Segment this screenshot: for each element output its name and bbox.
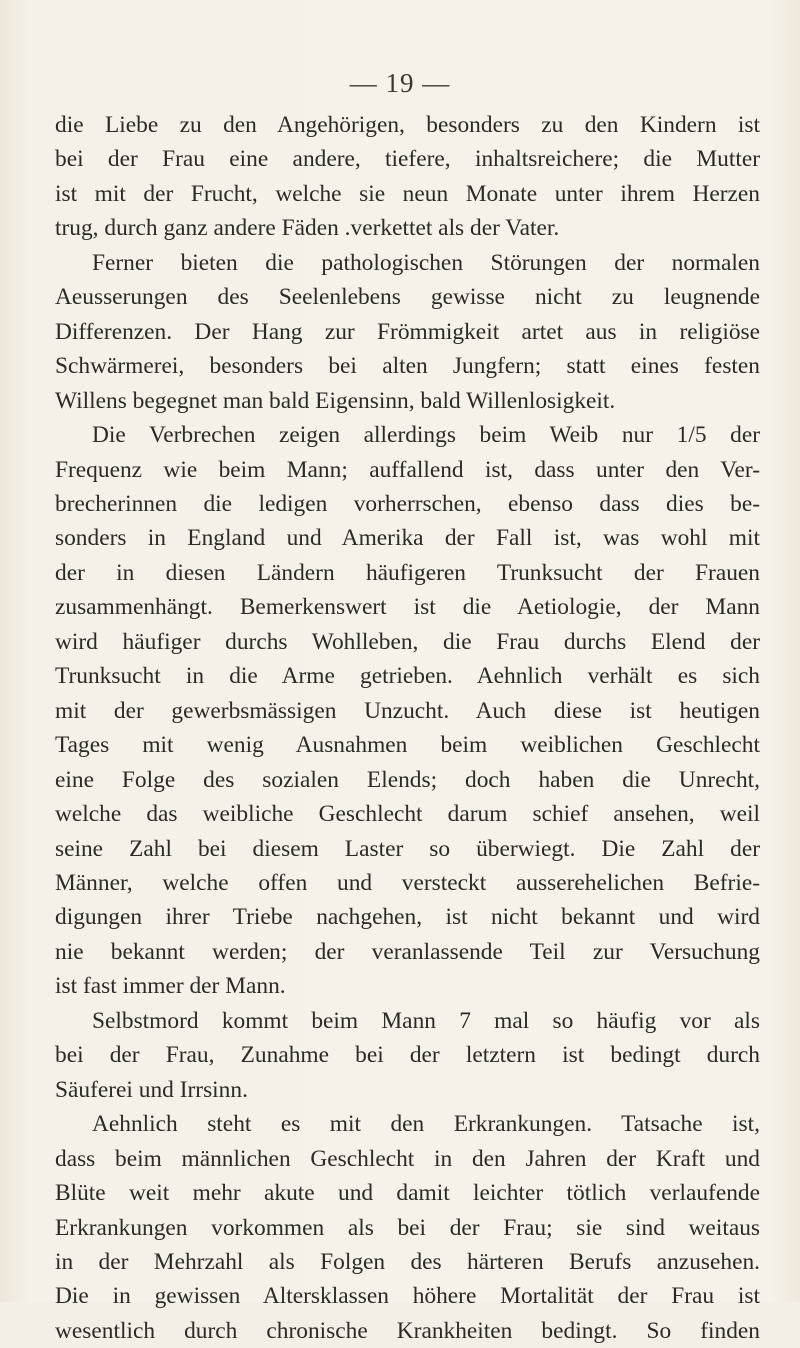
text-line: Differenzen. Der Hang zur Frömmigkeit artet aus in religiöse xyxy=(55,318,760,345)
text-line: bei der Frau, Zunahme bei der letztern ist bedingt durch xyxy=(55,1042,760,1069)
text-line: bei der Frau eine andere, tiefere, inhaltsreichere; die Mutter xyxy=(55,146,760,173)
text-line: der in diesen Ländern häufigeren Trunksucht der Frauen xyxy=(55,559,760,586)
text-line: trug, durch ganz andere Fäden .verkettet als der Vater. xyxy=(55,215,560,242)
text-line: brecherinnen die ledigen vorherrschen, ebenso dass dies be- xyxy=(55,490,760,517)
text-line: Die in gewissen Altersklassen höhere Mortalität der Frau ist xyxy=(55,1283,760,1310)
paragraph xyxy=(55,418,760,1004)
text-line: in der Mehrzahl als Folgen des härteren Berufs anzusehen. xyxy=(55,1248,760,1275)
text-line: Selbstmord kommt beim Mann 7 mal so häufig vor als xyxy=(92,1007,760,1034)
text-line: ist mit der Frucht, welche sie neun Monate unter ihrem Herzen xyxy=(55,180,760,207)
paragraph xyxy=(55,108,760,246)
text-line: zusammenhängt. Bemerkenswert ist die Aetiologie, der Mann xyxy=(55,594,760,621)
text-line: die Liebe zu den Angehörigen, besonders zu den Kindern ist xyxy=(55,112,760,138)
text-line: mit der gewerbsmässigen Unzucht. Auch diese ist heutigen xyxy=(55,697,760,724)
text-line: Die Verbrechen zeigen allerdings beim Weib nur 1/5 der xyxy=(92,422,760,449)
text-line: dass beim männlichen Geschlecht in den Jahren der Kraft und xyxy=(55,1145,760,1172)
text-line: Erkrankungen vorkommen als bei der Frau; sie sind weitaus xyxy=(55,1214,760,1241)
text-line: Frequenz wie beim Mann; auffallend ist, dass unter den Ver- xyxy=(55,456,760,483)
page-number: — 19 — xyxy=(349,68,451,98)
text-line: Aeusserungen des Seelenlebens gewisse nicht zu leugnende xyxy=(55,284,760,311)
paragraph xyxy=(55,1004,760,1107)
paragraph xyxy=(55,1107,760,1348)
text-line: seine Zahl bei diesem Laster so überwiegt. Die Zahl der xyxy=(55,835,760,862)
text-line: digungen ihrer Triebe nachgehen, ist nicht bekannt und wird xyxy=(55,904,760,931)
text-line: welche das weibliche Geschlecht darum schief ansehen, weil xyxy=(55,801,760,828)
paragraph xyxy=(55,246,760,418)
text-line: wesentlich durch chronische Krankheiten bedingt. So finden xyxy=(55,1317,760,1344)
text-line: Männer, welche offen und versteckt ausserehelichen Befrie- xyxy=(55,869,760,896)
text-line: Blüte weit mehr akute und damit leichter tötlich verlaufende xyxy=(55,1180,760,1207)
text-line: wird häufiger durchs Wohlleben, die Frau durchs Elend der xyxy=(55,628,760,655)
text-line: Aehnlich steht es mit den Erkrankungen. Tatsache ist, xyxy=(92,1111,760,1138)
text-line: ist fast immer der Mann. xyxy=(55,973,286,1000)
text-line: Trunksucht in die Arme getrieben. Aehnlich verhält es sich xyxy=(55,663,760,690)
text-line: Willens begegnet man bald Eigensinn, bald Willenlosigkeit. xyxy=(55,387,616,414)
text-line: Tages mit wenig Ausnahmen beim weiblichen Geschlecht xyxy=(55,732,760,759)
text-line: Säuferei und Irrsinn. xyxy=(55,1076,248,1103)
text-line: Schwärmerei, besonders bei alten Jungfern; statt eines festen xyxy=(55,353,760,380)
body-text xyxy=(55,108,760,1348)
text-line: Ferner bieten die pathologischen Störungen der normalen xyxy=(92,249,760,276)
text-line: sonders in England und Amerika der Fall ist, was wohl mit xyxy=(55,525,760,552)
text-line: nie bekannt werden; der veranlassende Teil zur Versuchung xyxy=(55,938,760,965)
text-line: eine Folge des sozialen Elends; doch haben die Unrecht, xyxy=(55,766,760,793)
